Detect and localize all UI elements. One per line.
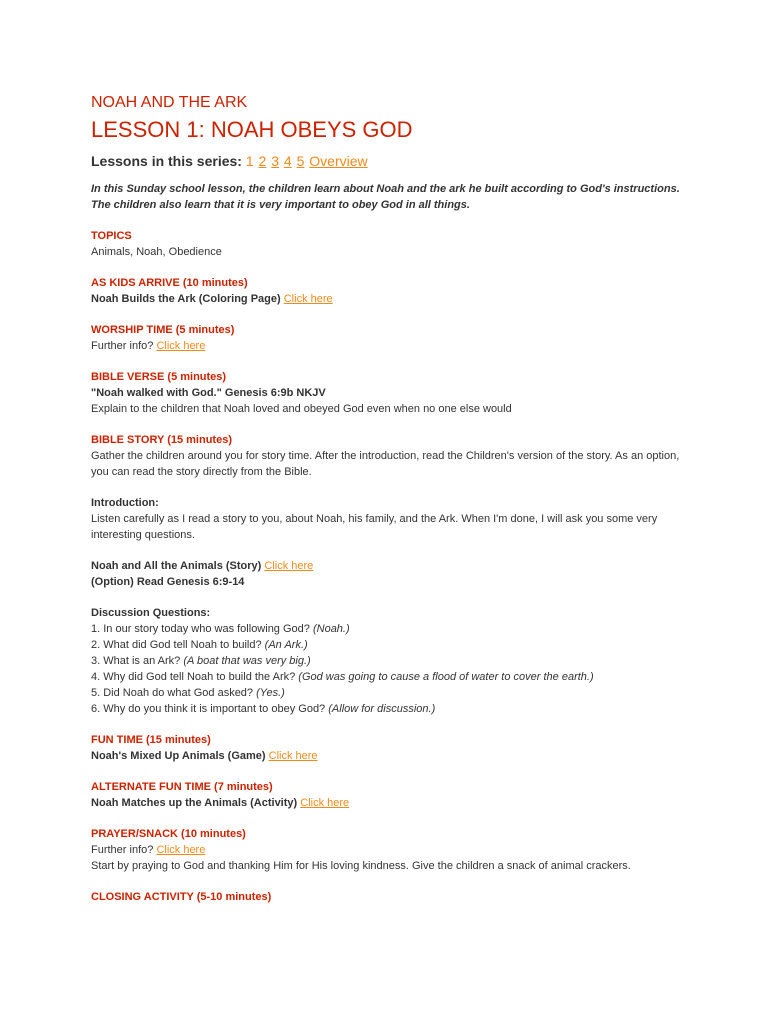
question-answer: (Allow for discussion.): [328, 703, 436, 715]
question-text: 5. Did Noah do what God asked?: [91, 687, 254, 699]
discussion-question: [91, 685, 691, 701]
story-item: Noah and All the Animals (Story): [91, 560, 262, 572]
question-text: 2. What did God tell Noah to build?: [91, 639, 262, 651]
lesson-title: LESSON 1: NOAH OBEYS GOD: [91, 117, 413, 142]
question-answer: (God was going to cause a flood of water to cover the earth.): [298, 671, 594, 683]
introduction-text: Listen carefully as I read a story to you, about Noah, his family, and the Ark. When I'm done, I will ask you some very interesting questions.: [91, 513, 658, 541]
worship-text: Further info?: [91, 340, 154, 352]
fun-time-item: Noah's Mixed Up Animals (Game): [91, 750, 266, 762]
lesson-intro: In this Sunday school lesson, the children learn about Noah and the ark he built according to God's instructions. The children also learn that it is very important to obey God in all things.: [91, 183, 680, 211]
kids-arrive-item: Noah Builds the Ark (Coloring Page): [91, 293, 281, 305]
worship-section: [91, 322, 691, 354]
introduction-heading: Introduction:: [91, 497, 159, 509]
worship-heading: WORSHIP TIME (5 minutes): [91, 324, 235, 336]
bible-verse-quote: "Noah walked with God." Genesis 6:9b NKJV: [91, 387, 326, 399]
series-title: NOAH AND THE ARK: [91, 94, 248, 111]
kids-arrive-section: [91, 275, 691, 307]
prayer-snack-link[interactable]: Click here: [156, 844, 206, 856]
kids-arrive-link[interactable]: Click here: [283, 293, 333, 305]
topics-text: Animals, Noah, Obedience: [91, 246, 222, 258]
story-section: [91, 558, 691, 590]
series-nav-lesson-2-link[interactable]: 2: [258, 153, 267, 169]
alt-fun-time-item: Noah Matches up the Animals (Activity): [91, 797, 298, 809]
story-link[interactable]: Click here: [264, 560, 314, 572]
series-nav-overview-link[interactable]: Overview: [309, 153, 368, 169]
series-nav-lesson-4-link[interactable]: 4: [283, 153, 292, 169]
bible-story-heading: BIBLE STORY (15 minutes): [91, 434, 232, 446]
bible-verse-section: [91, 369, 691, 417]
discussion-heading: Discussion Questions:: [91, 607, 211, 619]
alt-fun-time-link[interactable]: Click here: [300, 797, 350, 809]
lesson-content: [91, 93, 691, 905]
discussion-question: [91, 621, 691, 637]
bible-story-text: Gather the children around you for story time. After the introduction, read the Children's version of the story. As an option, you can read the story directly from the Bible.: [91, 450, 680, 478]
fun-time-link[interactable]: Click here: [268, 750, 318, 762]
closing-section: [91, 889, 691, 905]
series-nav-lesson-5-link[interactable]: 5: [296, 153, 305, 169]
topics-heading: TOPICS: [91, 230, 132, 242]
series-nav-label: Lessons in this series:: [91, 153, 242, 169]
discussion-question: [91, 701, 691, 717]
question-text: 1. In our story today who was following God?: [91, 623, 310, 635]
alt-fun-time-heading: ALTERNATE FUN TIME (7 minutes): [91, 781, 273, 793]
worship-link[interactable]: Click here: [156, 340, 206, 352]
prayer-snack-detail: Start by praying to God and thanking Him for His loving kindness. Give the children a snack of animal crackers.: [91, 860, 631, 872]
question-answer: (A boat that was very big.): [183, 655, 311, 667]
question-answer: (Noah.): [312, 623, 350, 635]
discussion-question: [91, 637, 691, 653]
series-nav-lesson-3-link[interactable]: 3: [271, 153, 280, 169]
question-text: 6. Why do you think it is important to obey God?: [91, 703, 326, 715]
question-answer: (An Ark.): [264, 639, 308, 651]
introduction-section: [91, 495, 691, 543]
topics-section: [91, 228, 691, 260]
question-text: 4. Why did God tell Noah to build the Ark?: [91, 671, 296, 683]
discussion-section: [91, 605, 691, 717]
story-option: (Option) Read Genesis 6:9-14: [91, 576, 245, 588]
discussion-question: [91, 669, 691, 685]
series-nav: [91, 152, 691, 170]
fun-time-heading: FUN TIME (15 minutes): [91, 734, 211, 746]
kids-arrive-heading: AS KIDS ARRIVE (10 minutes): [91, 277, 248, 289]
question-answer: (Yes.): [256, 687, 285, 699]
bible-story-section: [91, 432, 691, 480]
bible-verse-heading: BIBLE VERSE (5 minutes): [91, 371, 227, 383]
alt-fun-time-section: [91, 779, 691, 811]
prayer-snack-heading: PRAYER/SNACK (10 minutes): [91, 828, 246, 840]
discussion-question: [91, 653, 691, 669]
fun-time-section: [91, 732, 691, 764]
prayer-snack-section: [91, 826, 691, 874]
series-nav-current-lesson: 1: [245, 153, 254, 169]
question-text: 3. What is an Ark?: [91, 655, 181, 667]
prayer-snack-text: Further info?: [91, 844, 154, 856]
closing-heading: CLOSING ACTIVITY (5-10 minutes): [91, 891, 272, 903]
bible-verse-text: Explain to the children that Noah loved and obeyed God even when no one else would: [91, 403, 512, 415]
